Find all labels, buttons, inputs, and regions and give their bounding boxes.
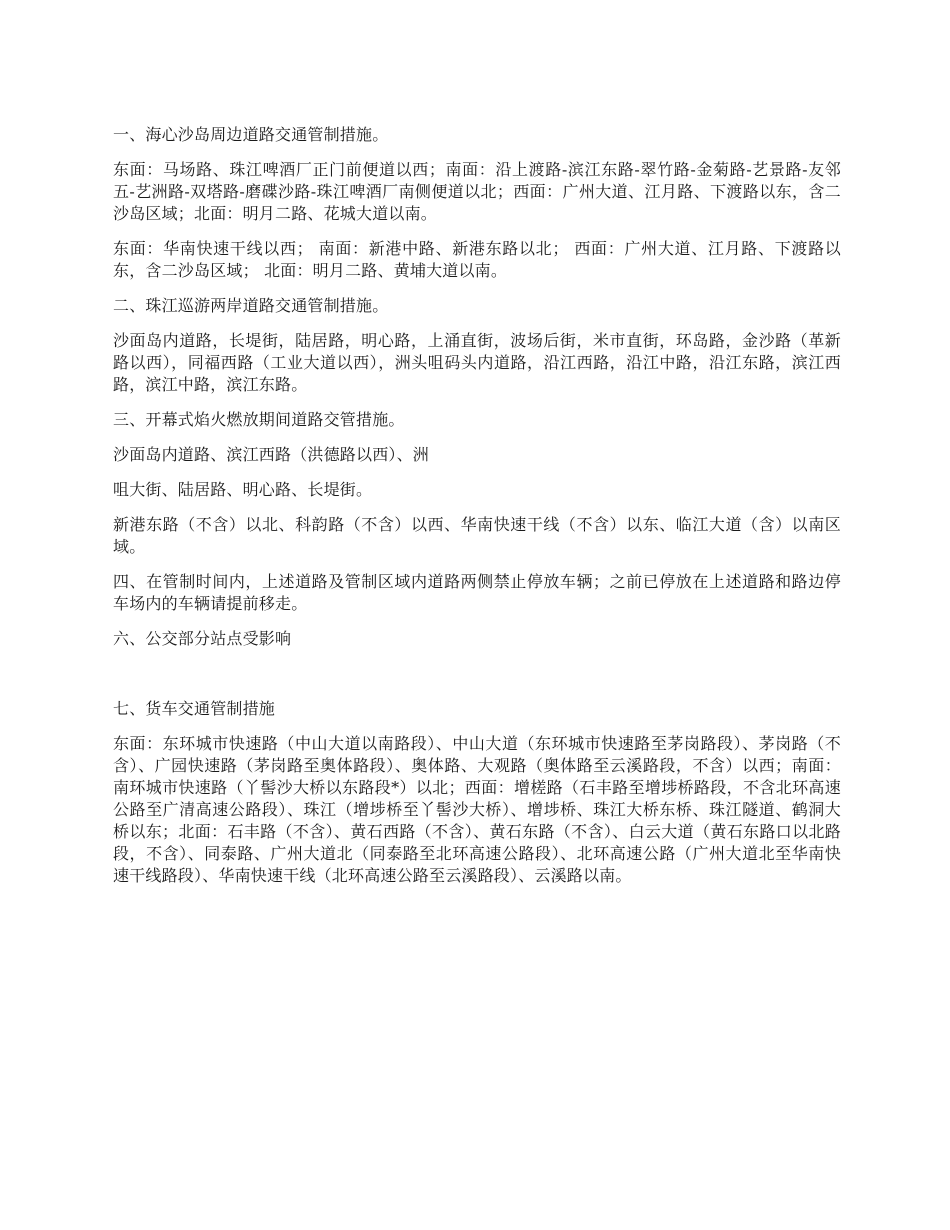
paragraph: 东面：马场路、珠江啤酒厂正门前便道以西；南面：沿上渡路-滨江东路-翠竹路-金菊路-艺景路-友邻五-艺洲路-双塔路-磨碟沙路-珠江啤酒厂南侧便道以北；西面：广州大道、江月路、下渡路以东，含二沙岛区域；北面：明月二路、花城大道以南。 <box>113 160 841 223</box>
paragraph: 沙面岛内道路、滨江西路（洪德路以西）、洲 <box>113 445 430 464</box>
paragraph: 咀大街、陆居路、明心路、长堤街。 <box>113 480 373 499</box>
section-heading-2: 二、珠江巡游两岸道路交通管制措施。 <box>113 296 389 315</box>
paragraph: 东面：华南快速干线以西； 南面：新港中路、新港东路以北； 西面：广州大道、江月路、下渡路以东，含二沙岛区域； 北面：明月二路、黄埔大道以南。 <box>113 239 841 280</box>
section-heading-1: 一、海心沙岛周边道路交通管制措施。 <box>113 125 389 144</box>
section-heading-7: 七、货车交通管制措施 <box>113 699 276 718</box>
paragraph: 东面：东环城市快速路（中山大道以南路段）、中山大道（东环城市快速路至茅岗路段）、茅岗路（不含）、广园快速路（茅岗路至奥体路段）、奥体路、大观路（奥体路至云溪路段，不含）以西；南面：南环城市快速路（丫髻沙大桥以东路段*）以北；西面：增槎路（石丰路至增埗桥路段，不含北环高速公路至广清高速公路段）、珠江（增埗桥至丫髻沙大桥）、增埗桥、珠江大桥东桥、珠江隧道、鹤洞大桥以东；北面：石丰路（不含）、黄石西路（不含）、黄石东路（不含）、白云大道（黄石东路口以北路段，不含）、同泰路、广州大道北（同泰路至北环高速公路段）、北环高速公路（广州大道北至华南快速干线路段）、华南快速干线（北环高速公路至云溪路段）、云溪路以南。 <box>113 734 841 885</box>
section-heading-3: 三、开幕式焰火燃放期间道路交管措施。 <box>113 410 405 429</box>
document-body <box>113 124 841 900</box>
paragraph: 新港东路（不含）以北、科韵路（不含）以西、华南快速干线（不含）以东、临江大道（含）以南区域。 <box>113 515 841 556</box>
paragraph: 沙面岛内道路，长堤街，陆居路，明心路，上涌直街，波场后街，米市直街，环岛路，金沙路（革新路以西），同福西路（工业大道以西），洲头咀码头内道路，沿江西路，沿江中路，沿江东路，滨江西路，滨江中路，滨江东路。 <box>113 331 841 394</box>
section-heading-6: 六、公交部分站点受影响 <box>113 629 292 648</box>
section-heading-4: 四、在管制时间内，上述道路及管制区域内道路两侧禁止停放车辆；之前已停放在上述道路和路边停车场内的车辆请提前移走。 <box>113 572 841 613</box>
